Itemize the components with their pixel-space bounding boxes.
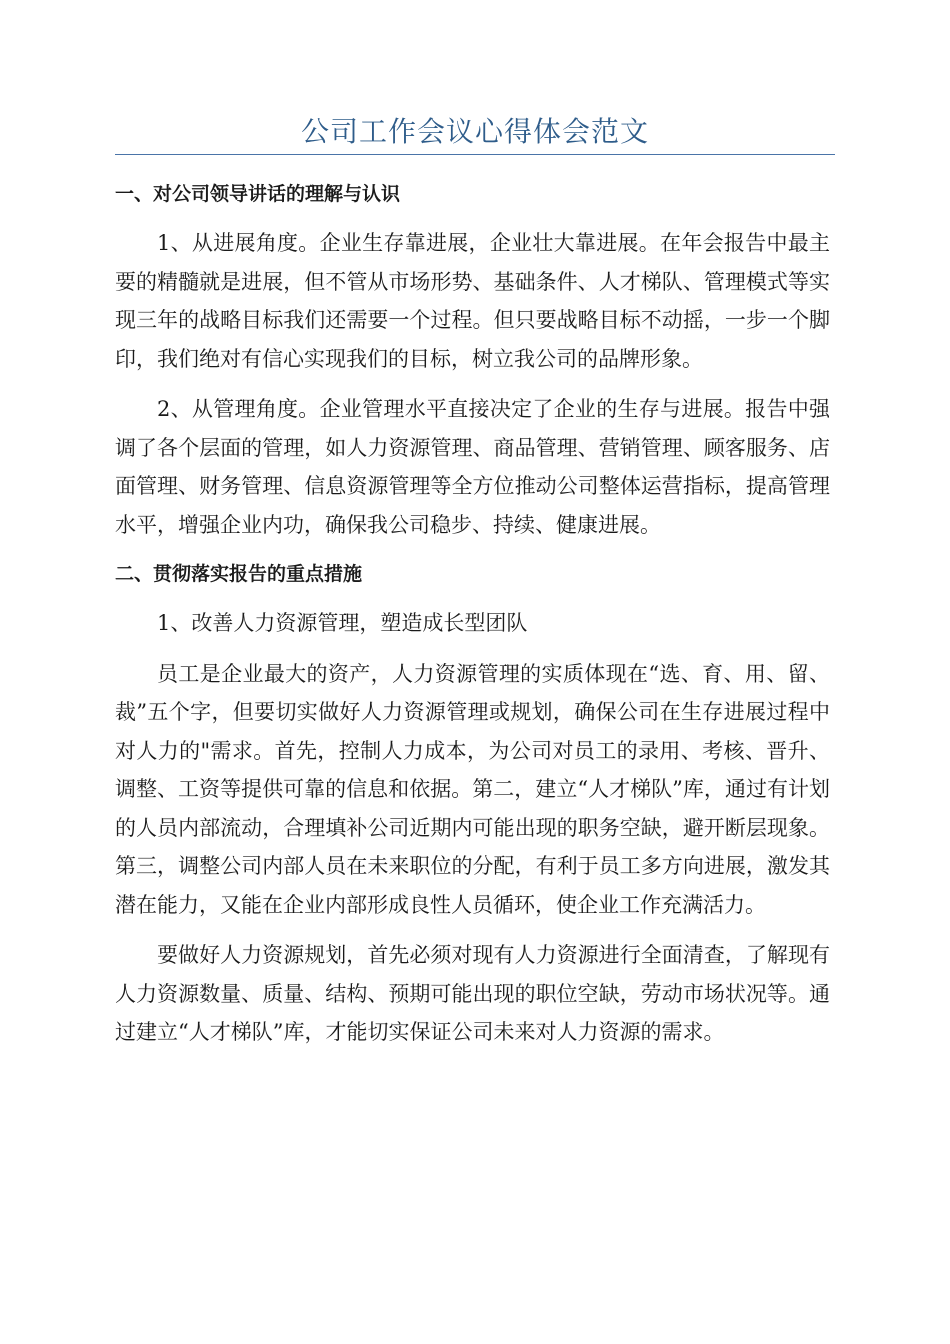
section-2-subheading: 1、改善人力资源管理，塑造成长型团队 <box>157 611 528 635</box>
section-1-heading: 一、对公司领导讲话的理解与认识 <box>115 183 401 205</box>
document-title: 公司工作会议心得体会范文 <box>300 115 649 148</box>
section-2-paragraph-1: 员工是企业最大的资产，人力资源管理的实质体现在“选、育、用、留、裁”五个字，但要切实做好人力资源管理或规划，确保公司在生存进展过程中对人力的"需求。首先，控制人力成本，为公司对员工的录用、考核、晋升、调整、工资等提供可靠的信息和依据。第二，建立“人才梯队”库，通过有计划的人员内部流动，合理填补公司近期内可能出现的职务空缺，避开断层现象。第三，调整公司内部人员在未来职位的分配，有利于员工多方向进展，激发其潜在能力，又能在企业内部形成良性人员循环，使企业工作充满活力。 <box>115 661 830 917</box>
section-1-paragraph-1: 1、从进展角度。企业生存靠进展，企业壮大靠进展。在年会报告中最主要的精髓就是进展，但不管从市场形势、基础条件、人才梯队、管理模式等实现三年的战略目标我们还需要一个过程。但只要战略目标不动摇，一步一个脚印，我们绝对有信心实现我们的目标，树立我公司的品牌形象。 <box>115 231 830 371</box>
document-body <box>115 176 830 1064</box>
section-2-heading: 二、贯彻落实报告的重点措施 <box>115 563 363 585</box>
section-2-paragraph-2: 要做好人力资源规划，首先必须对现有人力资源进行全面清查，了解现有人力资源数量、质量、结构、预期可能出现的职位空缺，劳动市场状况等。通过建立“人才梯队”库，才能切实保证公司未来对人力资源的需求。 <box>115 943 830 1044</box>
title-underline <box>115 154 835 155</box>
section-1-paragraph-2: 2、从管理角度。企业管理水平直接决定了企业的生存与进展。报告中强调了各个层面的管理，如人力资源管理、商品管理、营销管理、顾客服务、店面管理、财务管理、信息资源管理等全方位推动公司整体运营指标，提高管理水平，增强企业内功，确保我公司稳步、持续、健康进展。 <box>115 397 830 537</box>
